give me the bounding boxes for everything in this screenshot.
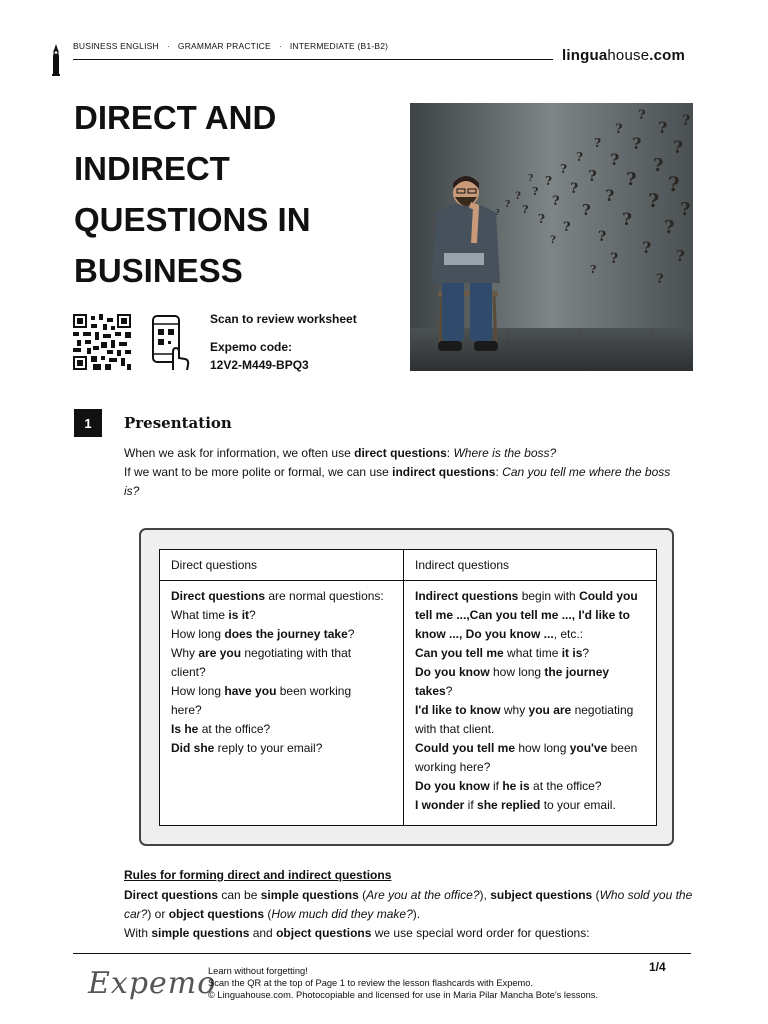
indirect-question-line: [415, 720, 638, 739]
text-bold: Can you tell me: [415, 646, 504, 660]
expemo-code-label: Expemo code:: [210, 340, 293, 354]
direct-question-line: [171, 682, 384, 701]
svg-text:?: ?: [588, 167, 597, 185]
svg-text:?: ?: [563, 220, 571, 235]
svg-text:?: ?: [538, 212, 546, 226]
svg-text:?: ?: [550, 235, 556, 246]
footer-line-3: © Linguahouse.com. Photocopiable and licensed for use in Maria Pilar Mancha Bote's lessons.: [208, 990, 599, 1000]
direct-question-line: [171, 663, 384, 682]
indirect-question-line: [415, 701, 638, 720]
svg-text:?: ?: [682, 113, 691, 129]
text: can be: [218, 888, 261, 902]
direct-question-line: [171, 606, 384, 625]
text-bold: Could you: [579, 589, 638, 603]
intro-paragraph: [124, 444, 694, 501]
text: if: [489, 779, 503, 793]
text: to your email.: [540, 798, 616, 812]
svg-text:?: ?: [515, 191, 521, 202]
footer-rule: [73, 953, 691, 954]
text-bold: is it: [228, 608, 250, 622]
svg-text:?: ?: [522, 203, 529, 216]
svg-text:?: ?: [528, 174, 534, 184]
text: here?: [171, 703, 202, 717]
intro-line-1: [124, 444, 694, 463]
svg-text:?: ?: [676, 247, 685, 265]
column-divider: [403, 549, 404, 826]
text: ?: [445, 684, 453, 698]
text-bold: it is: [561, 646, 583, 660]
text: how long: [489, 665, 545, 679]
svg-text:?: ?: [552, 194, 560, 209]
svg-text:?: ?: [570, 181, 579, 197]
text: at the office?: [529, 779, 602, 793]
brand-rest: house: [607, 47, 650, 64]
text: negotiating with that: [241, 646, 352, 660]
section-heading: Presentation: [124, 414, 232, 432]
text: are normal questions:: [265, 589, 384, 603]
text-bold: takes: [415, 684, 446, 698]
title-line: QUESTIONS IN: [74, 201, 311, 238]
direct-question-line: [171, 625, 384, 644]
text-bold: Direct questions: [171, 589, 266, 603]
text: ?: [249, 608, 256, 622]
direct-question-line: [171, 587, 384, 606]
text-bold: he is: [502, 779, 530, 793]
text-bold: Is he: [171, 722, 199, 736]
brand-logo[interactable]: [562, 47, 685, 64]
text: ),: [479, 888, 491, 902]
text: why: [500, 703, 529, 717]
svg-text:?: ?: [656, 272, 664, 287]
svg-text:?: ?: [495, 207, 500, 217]
text: What time: [171, 608, 229, 622]
text: reply to your email?: [214, 741, 323, 755]
indirect-question-line: [415, 796, 638, 815]
text: negotiating: [571, 703, 634, 717]
col-header-indirect: Indirect questions: [415, 558, 510, 572]
footer-text: [208, 965, 598, 1001]
title-line: DIRECT AND: [74, 99, 277, 136]
text: ) or: [147, 907, 169, 921]
svg-text:?: ?: [610, 251, 619, 267]
svg-text:?: ?: [598, 229, 607, 245]
rules-paragraph: [124, 886, 694, 943]
text-bold: the journey: [544, 665, 610, 679]
svg-text:?: ?: [642, 238, 652, 257]
rules-line-3: [124, 924, 694, 943]
text-bold: direct questions: [354, 446, 447, 460]
text: When we ask for information, we often use: [124, 446, 355, 460]
footer-line-1: Learn without forgetting!: [208, 966, 308, 976]
svg-text:?: ?: [594, 136, 602, 150]
big-ben-icon: [50, 44, 62, 76]
crumb-course: BUSINESS ENGLISH: [73, 41, 159, 51]
svg-text:?: ?: [664, 217, 675, 238]
direct-question-line: [171, 701, 384, 720]
text: How long: [171, 684, 225, 698]
text: ?: [582, 646, 590, 660]
svg-text:?: ?: [590, 263, 597, 276]
text-bold: object questions: [276, 926, 372, 940]
text: if: [464, 798, 478, 812]
text-bold: you've: [569, 741, 608, 755]
text: we use special word order for questions:: [371, 926, 590, 940]
indirect-question-line: [415, 644, 638, 663]
text: , etc.:: [553, 627, 584, 641]
text-bold: simple questions: [260, 888, 359, 902]
svg-text:?: ?: [610, 150, 620, 169]
rules-line-2: [124, 905, 694, 924]
text-bold: Do you know: [415, 779, 490, 793]
text-italic: Can you tell me where the boss: [502, 465, 671, 479]
page-number: 1/4: [649, 960, 666, 974]
svg-text:?: ?: [653, 155, 664, 176]
text: with that client.: [415, 722, 495, 736]
section-number: 1: [74, 409, 102, 437]
qr-code[interactable]: [73, 314, 131, 370]
svg-text:?: ?: [632, 134, 642, 153]
indirect-question-line: [415, 625, 638, 644]
svg-text:?: ?: [638, 108, 646, 123]
svg-text:?: ?: [576, 150, 584, 164]
header-rule: [73, 59, 553, 60]
text-italic: Who sold you the: [599, 888, 693, 902]
header-divider: [159, 580, 657, 581]
text: Why: [171, 646, 199, 660]
svg-text:?: ?: [648, 190, 660, 212]
text: (: [264, 907, 272, 921]
indirect-question-line: [415, 663, 638, 682]
text-bold: simple questions: [151, 926, 250, 940]
svg-text:?: ?: [545, 174, 553, 188]
text-bold: object questions: [168, 907, 265, 921]
svg-text:?: ?: [626, 169, 637, 190]
text: been: [607, 741, 638, 755]
rules-heading: Rules for forming direct and indirect questions: [124, 868, 392, 882]
crumb-type: GRAMMAR PRACTICE: [177, 41, 271, 51]
text-bold: Could you tell me: [415, 741, 516, 755]
text-bold: she replied: [477, 798, 541, 812]
svg-text:?: ?: [532, 185, 539, 198]
breadcrumb: BUSINESS ENGLISH · GRAMMAR PRACTICE · INTERMEDIATE (B1-B2): [73, 41, 389, 51]
title-line: INDIRECT: [74, 150, 230, 187]
expemo-code: 12V2-M449-BPQ3: [210, 358, 309, 372]
scan-label: Scan to review worksheet: [210, 312, 357, 326]
text-italic: Where is the boss?: [453, 446, 557, 460]
indirect-questions-cell: [415, 587, 638, 815]
intro-line-3: [124, 482, 694, 501]
text: been working: [276, 684, 352, 698]
indirect-question-line: [415, 606, 638, 625]
text: and: [249, 926, 277, 940]
rules-line-1: [124, 886, 694, 905]
text: working here?: [415, 760, 491, 774]
text-bold: Direct questions: [124, 888, 219, 902]
text-bold: have you: [224, 684, 277, 698]
crumb-level: INTERMEDIATE (B1-B2): [289, 41, 389, 51]
text-italic: is?: [124, 484, 140, 498]
text: what time: [503, 646, 562, 660]
svg-text:?: ?: [615, 122, 623, 137]
svg-text:?: ?: [668, 172, 680, 196]
col-header-direct: Direct questions: [171, 558, 258, 572]
text: With: [124, 926, 152, 940]
brand-bold: lingua: [562, 47, 608, 64]
direct-question-line: [171, 644, 384, 663]
svg-text:?: ?: [605, 186, 615, 205]
svg-text:?: ?: [658, 118, 668, 137]
text-bold: I wonder: [415, 798, 465, 812]
svg-text:?: ?: [680, 199, 691, 220]
text-bold: Do you know: [415, 665, 490, 679]
phone-scan-icon: [151, 314, 191, 370]
text: at the office?: [198, 722, 271, 736]
text-bold: know ..., Do you know ...: [415, 627, 554, 641]
intro-line-2: [124, 463, 694, 482]
svg-text:?: ?: [622, 210, 632, 230]
text-bold: tell me ...,Can you tell me ..., I'd like to: [415, 608, 630, 622]
text: how long: [515, 741, 570, 755]
svg-text:?: ?: [673, 138, 683, 158]
brand-tld: .com: [649, 47, 686, 64]
title-line: BUSINESS: [74, 252, 243, 289]
page-title: [74, 92, 394, 296]
text-bold: Indirect questions: [415, 589, 519, 603]
direct-question-line: [171, 720, 384, 739]
direct-question-line: [171, 739, 384, 758]
svg-text:?: ?: [582, 201, 591, 219]
svg-text:?: ?: [560, 162, 568, 176]
thinking-man-photo: [410, 103, 693, 371]
text: client?: [171, 665, 206, 679]
text-bold: Did she: [171, 741, 215, 755]
indirect-question-line: [415, 587, 638, 606]
footer-line-2: Scan the QR at the top of Page 1 to review the lesson flashcards with Expemo.: [208, 978, 534, 988]
text-bold: are you: [198, 646, 242, 660]
text: :: [495, 465, 503, 479]
indirect-question-line: [415, 777, 638, 796]
expemo-logo[interactable]: Expemo: [88, 966, 217, 1001]
svg-text:?: ?: [505, 200, 511, 210]
text-bold: indirect questions: [392, 465, 496, 479]
text-italic: car?: [124, 907, 148, 921]
text: :: [446, 446, 454, 460]
indirect-question-line: [415, 682, 638, 701]
text: begin with: [518, 589, 580, 603]
text: ).: [412, 907, 421, 921]
direct-questions-cell: [171, 587, 384, 758]
text: If we want to be more polite or formal, we can use: [124, 465, 393, 479]
text: How long: [171, 627, 225, 641]
indirect-question-line: [415, 739, 638, 758]
text: ?: [347, 627, 355, 641]
text-italic: How much did they make?: [271, 907, 413, 921]
text: (: [592, 888, 600, 902]
text-italic: Are you at the office?: [366, 888, 480, 902]
text-bold: does the journey take: [224, 627, 348, 641]
text-bold: I'd like to know: [415, 703, 501, 717]
text-bold: subject questions: [490, 888, 593, 902]
text: (: [358, 888, 367, 902]
indirect-question-line: [415, 758, 638, 777]
text-bold: you are: [528, 703, 572, 717]
